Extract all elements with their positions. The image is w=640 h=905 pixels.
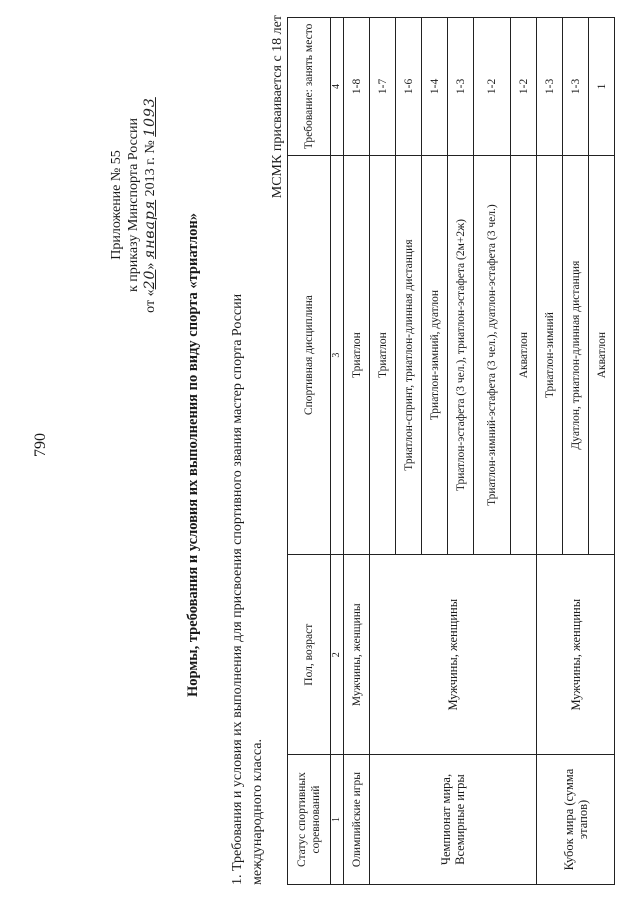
age-note: МСМК присваивается с 18 лет [270,15,285,199]
page-number: 790 [32,433,49,457]
discipline-cell: Дуатлон, триатлон-длинная дистанция [563,155,589,554]
place-cell: 1-2 [511,18,537,156]
appendix-number: Приложение № 55 [109,150,124,260]
table-row [344,18,370,885]
place-cell: 1-3 [448,18,474,156]
place-cell: 1-2 [474,18,511,156]
column-number-row [331,18,344,885]
discipline-cell: Акватлон [511,155,537,554]
place-cell: 1-6 [396,18,422,156]
header-discipline: Спортивная дисциплина [288,155,331,554]
col-number: 3 [331,155,344,554]
norms-table [287,17,615,885]
discipline-cell: Триатлон-спринт, триатлон-длинная дистанция [396,155,422,554]
place-cell: 1-7 [370,18,396,156]
date-prefix: от « [143,289,158,313]
header-status: Статус спортивных соревнований [288,755,331,885]
place-cell: 1-4 [422,18,448,156]
status-cell: Кубок мира (сумма этапов) [537,755,615,885]
appendix-order: к приказу Минспорта России [126,118,141,292]
intro-paragraph: 1. Требования и условия их выполнения для присвоения спортивного звания мастер спорта России международного класса. [230,293,265,885]
document-title: Нормы, требования и условия их выполнения по виду спорта «триатлон» [185,213,201,697]
appendix-header [108,45,159,365]
discipline-cell: Триатлон [344,155,370,554]
discipline-cell: Триатлон-зимний-эстафета (3 чел.), дуатлон-эстафета (3 чел.) [474,155,511,554]
date-month-handwritten: января [142,199,158,260]
discipline-cell: Триатлон-эстафета (3 чел.), триатлон-эстафета (2м+2ж) [448,155,474,554]
col-number: 2 [331,555,344,755]
table-header-row [288,18,331,885]
col-number: 4 [331,18,344,156]
status-cell: Олимпийские игры [344,755,370,885]
discipline-cell: Триатлон [370,155,396,554]
table-row [537,18,563,885]
table-row [370,18,396,885]
gender-cell: Мужчины, женщины [344,555,370,755]
gender-cell: Мужчины, женщины [370,555,537,755]
gender-cell: Мужчины, женщины [537,555,615,755]
date-mid: » [143,262,158,270]
place-cell: 1 [589,18,615,156]
place-cell: 1-8 [344,18,370,156]
discipline-cell: Триатлон-зимний [537,155,563,554]
appendix-date [142,45,159,365]
header-gender: Пол, возраст [288,555,331,755]
status-cell: Чемпионат мира, Всемирные игры [370,755,537,885]
doc-number-handwritten: 1093 [142,97,158,137]
discipline-cell: Акватлон [589,155,615,554]
date-year: 2013 г. № [143,140,158,197]
date-day-handwritten: 20 [142,269,158,290]
place-cell: 1-3 [563,18,589,156]
discipline-cell: Триатлон-зимний, дуатлон [422,155,448,554]
header-place: Требование: занять место [288,18,331,156]
place-cell: 1-3 [537,18,563,156]
col-number: 1 [331,755,344,885]
